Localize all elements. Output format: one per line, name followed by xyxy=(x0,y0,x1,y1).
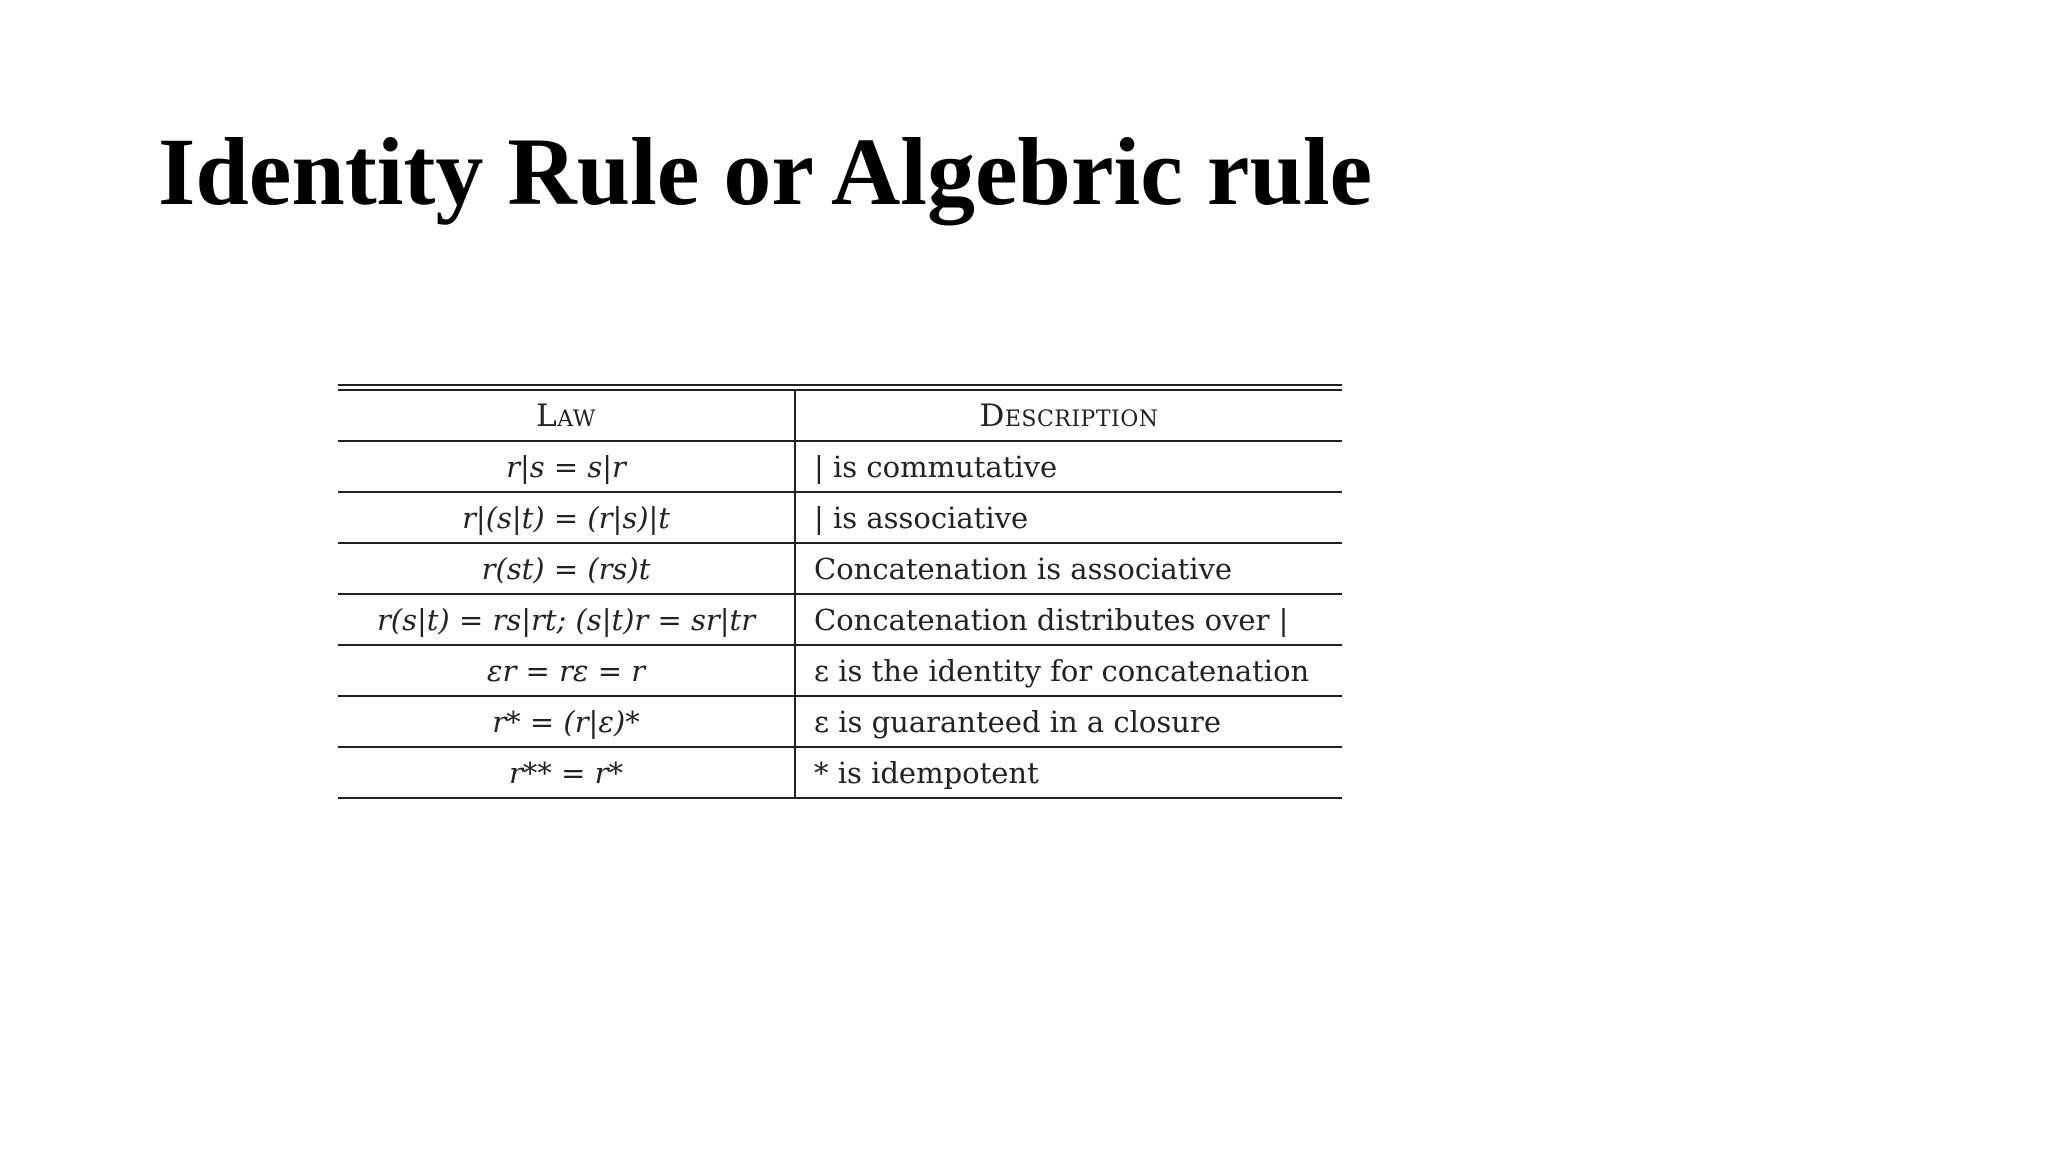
table-header-row xyxy=(338,390,1342,441)
description-cell: ε is the identity for concatenation xyxy=(795,645,1342,696)
description-cell: Concatenation distributes over | xyxy=(795,594,1342,645)
law-cell: εr = rε = r xyxy=(338,645,795,696)
description-cell: Concatenation is associative xyxy=(795,543,1342,594)
description-cell: * is idempotent xyxy=(795,747,1342,798)
law-cell: r** = r* xyxy=(338,747,795,798)
table-row xyxy=(338,543,1342,594)
header-law: Law xyxy=(338,390,795,441)
law-cell: r|s = s|r xyxy=(338,441,795,492)
law-cell: r|(s|t) = (r|s)|t xyxy=(338,492,795,543)
table-row xyxy=(338,696,1342,747)
table-row xyxy=(338,747,1342,798)
algebraic-laws-table xyxy=(338,389,1342,799)
table-row xyxy=(338,492,1342,543)
description-cell: | is commutative xyxy=(795,441,1342,492)
law-cell: r* = (r|ε)* xyxy=(338,696,795,747)
table-top-rule xyxy=(338,384,1342,386)
table-row xyxy=(338,594,1342,645)
description-cell: | is associative xyxy=(795,492,1342,543)
description-cell: ε is guaranteed in a closure xyxy=(795,696,1342,747)
header-description: Description xyxy=(795,390,1342,441)
slide-title: Identity Rule or Algebric rule xyxy=(158,118,1373,225)
laws-table-container xyxy=(338,384,1342,799)
law-cell: r(st) = (rs)t xyxy=(338,543,795,594)
table-row xyxy=(338,441,1342,492)
law-cell: r(s|t) = rs|rt; (s|t)r = sr|tr xyxy=(338,594,795,645)
table-row xyxy=(338,645,1342,696)
